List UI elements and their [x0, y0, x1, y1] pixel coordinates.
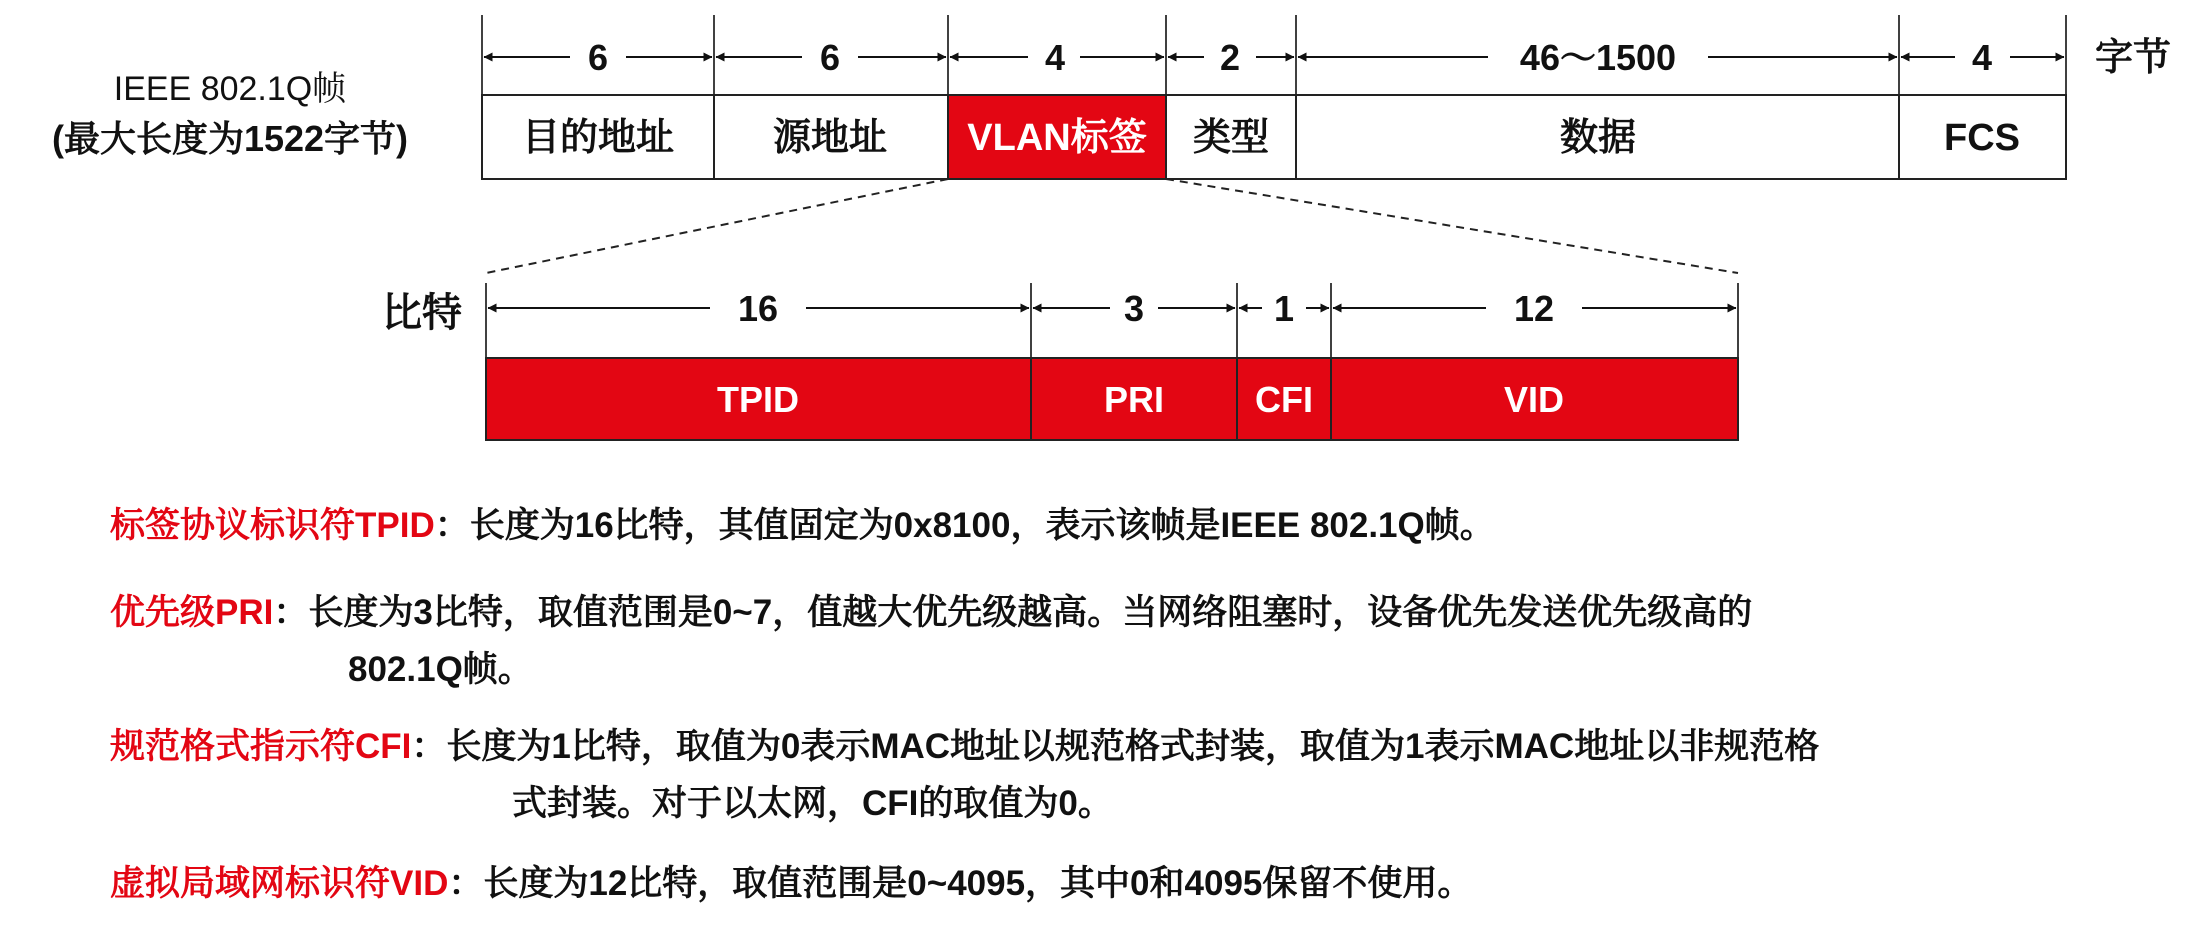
tag-label-pri: PRI	[1103, 379, 1165, 420]
description-text: ：长度为16比特，其值固定为0x8100，表示该帧是IEEE 802.1Q帧。	[434, 506, 1495, 545]
frame-title-name: IEEE 802.1Q帧	[113, 70, 347, 108]
size-label-pri: 3	[1123, 288, 1145, 329]
description-vid	[110, 855, 1472, 912]
size-label-fcs: 4	[1971, 37, 1993, 78]
description-pri	[110, 584, 1752, 698]
description-term: 虚拟局域网标识符VID	[110, 864, 449, 903]
description-term: 标签协议标识符TPID	[110, 506, 435, 545]
bit-unit-label: 比特	[382, 291, 462, 335]
tag-label-vid: VID	[1503, 379, 1565, 420]
description-tpid	[110, 497, 1495, 554]
frame-title-max-length: (最大长度为1522字节)	[51, 118, 409, 159]
description-term: 优先级PRI	[110, 593, 274, 632]
field-label-fcs: FCS	[1944, 117, 2020, 159]
size-label-cfi: 1	[1273, 288, 1295, 329]
description-continuation: 802.1Q帧。	[348, 650, 533, 689]
size-label-vid: 12	[1513, 288, 1555, 329]
size-label-type: 2	[1219, 37, 1241, 78]
description-text: ：长度为12比特，取值范围是0~4095，其中0和4095保留不使用。	[448, 864, 1473, 903]
field-label-vlan-tag: VLAN标签	[967, 117, 1147, 159]
byte-unit-label: 字节	[2095, 37, 2172, 79]
field-label-src: 源地址	[772, 117, 888, 159]
field-label-dest: 目的地址	[521, 117, 675, 159]
size-label-dest: 6	[587, 37, 609, 78]
description-cfi	[110, 718, 1819, 832]
size-label-tpid: 16	[737, 288, 779, 329]
size-label-src: 6	[819, 37, 841, 78]
description-term: 规范格式指示符CFI	[110, 727, 412, 766]
expansion-lines	[486, 179, 1738, 273]
frame-fields	[482, 95, 2066, 179]
frame-size-ticks	[482, 15, 2066, 95]
size-label-data: 46～1500	[1519, 37, 1677, 78]
field-label-type: 类型	[1192, 117, 1270, 159]
description-text: ：长度为1比特，取值为0表示MAC地址以规范格式封装，取值为1表示MAC地址以非规范格	[411, 727, 1820, 766]
description-continuation: 式封装。对于以太网，CFI的取值为0。	[512, 784, 1113, 823]
description-text: ：长度为3比特，取值范围是0~7，值越大优先级越高。当网络阻塞时，设备优先发送优先级高的	[273, 593, 1753, 632]
tag-label-cfi: CFI	[1255, 379, 1313, 420]
size-label-vlan: 4	[1044, 37, 1066, 78]
tag-label-tpid: TPID	[716, 379, 800, 420]
field-label-data: 数据	[1559, 117, 1637, 159]
